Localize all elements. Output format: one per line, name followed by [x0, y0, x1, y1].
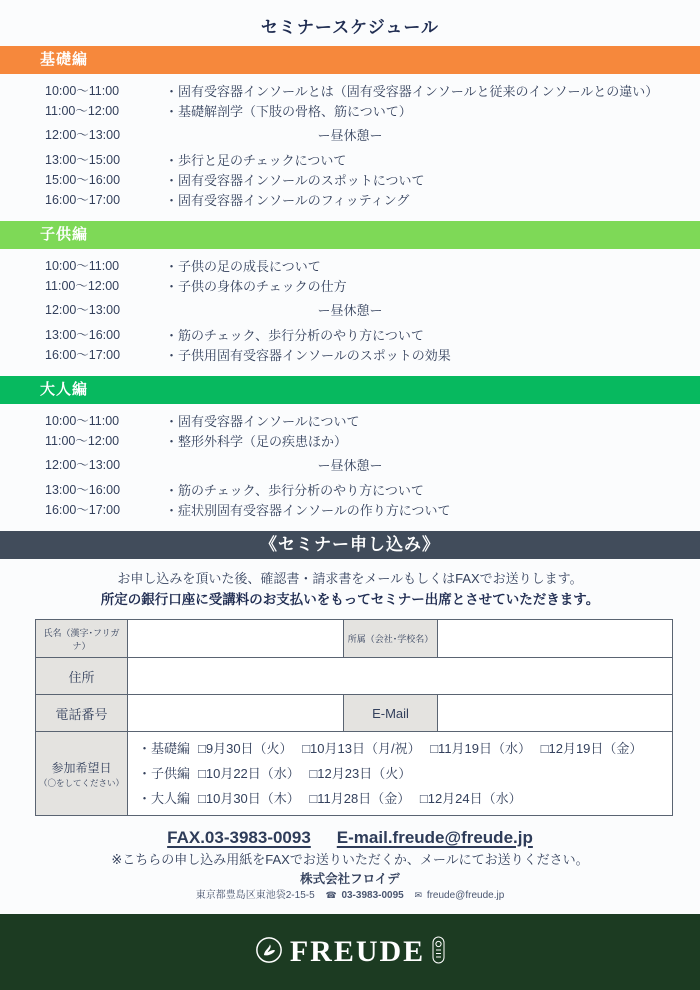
- footer: [0, 914, 700, 990]
- topic-text: ・固有受容器インソールのスポットについて: [165, 173, 425, 188]
- section-header-basic: [0, 46, 700, 74]
- participation-note: （〇をしてください）: [38, 777, 124, 788]
- address-input-cell[interactable]: [128, 658, 673, 695]
- schedule-row: [0, 171, 700, 190]
- schedule-row: [0, 257, 700, 276]
- affiliation-label-cell: [344, 620, 438, 658]
- mail-icon: ✉: [414, 890, 423, 900]
- time-range: 10:00～11:00: [45, 259, 120, 273]
- date-checkbox-option[interactable]: □12月24日（水）: [419, 791, 522, 806]
- time-range: 16:00～17:00: [45, 193, 121, 207]
- freude-logo: [255, 936, 445, 969]
- application-intro-line1: お申し込みを頂いた後、確認書・請求書をメールもしくはFAXでお送りします。: [117, 571, 583, 586]
- freude-logo-seal-icon: [432, 936, 445, 969]
- schedule-row: [0, 102, 700, 121]
- schedule-row: [0, 326, 700, 345]
- participation-category: ・基礎編: [138, 741, 191, 756]
- phone-label: 電話番号: [55, 706, 108, 722]
- date-checkbox-option[interactable]: □9月30日（火）: [198, 741, 293, 756]
- topic-text: ・症状別固有受容器インソールの作り方について: [165, 503, 451, 518]
- application-note: ※こちらの申し込み用紙をFAXでお送りいただくか、メールにてお送りください。: [111, 852, 589, 867]
- topic-text: ・子供の足の成長について: [165, 259, 321, 274]
- freude-logo-mark-icon: [255, 936, 283, 969]
- email-label-cell: [344, 695, 438, 732]
- company-name: 株式会社フロイデ: [300, 872, 400, 886]
- participation-category: ・子供編: [138, 766, 191, 781]
- schedule-row: [0, 501, 700, 520]
- time-range: 12:00～13:00: [45, 128, 121, 142]
- phone-icon: ☎: [325, 890, 337, 900]
- lunch-break-text: ー昼休憩ー: [317, 128, 383, 143]
- address-label-cell: [36, 658, 128, 695]
- date-checkbox-option[interactable]: □12月23日（火）: [309, 766, 412, 781]
- time-range: 15:00～16:00: [45, 173, 121, 187]
- lunch-break-text: ー昼休憩ー: [317, 303, 383, 318]
- participation-label-cell: [36, 732, 128, 816]
- section-header-child-label: 子供編: [40, 226, 89, 243]
- participation-category: ・大人編: [138, 791, 191, 806]
- email-label: E-Mail: [372, 705, 409, 721]
- application-header-label: 《セミナー申し込み》: [260, 535, 440, 554]
- participation-date-options: [198, 786, 528, 811]
- schedule-row-break: [0, 456, 700, 475]
- schedule-row: [0, 412, 700, 431]
- name-label-cell: [36, 620, 128, 658]
- phone-input-cell[interactable]: [128, 695, 344, 732]
- topic-text: ・子供の身体のチェックの仕方: [165, 279, 347, 294]
- time-range: 16:00～17:00: [45, 503, 121, 517]
- section-header-child: [0, 221, 700, 249]
- topic-text: ・固有受容器インソールのフィッティング: [165, 193, 410, 208]
- affiliation-label: 所属（会社･学校名）: [347, 634, 434, 644]
- time-range: 12:00～13:00: [45, 303, 121, 317]
- topic-text: ・筋のチェック、歩行分析のやり方について: [165, 328, 424, 343]
- section-header-basic-label: 基礎編: [40, 51, 89, 68]
- schedule-row-break: [0, 126, 700, 145]
- section-basic-body: [0, 74, 700, 221]
- time-range: 16:00～17:00: [45, 348, 121, 362]
- time-range: 13:00～15:00: [45, 153, 121, 167]
- schedule-row: [0, 481, 700, 500]
- company-tel: 03-3983-0095: [341, 890, 404, 901]
- topic-text: ・子供用固有受容器インソールのスポットの効果: [165, 348, 451, 363]
- participation-date-options: [198, 761, 417, 786]
- lunch-break-text: ー昼休憩ー: [317, 458, 383, 473]
- freude-logo-text: FREUDE: [289, 935, 426, 968]
- email-input-cell[interactable]: [438, 695, 673, 732]
- schedule-row: [0, 151, 700, 170]
- time-range: 13:00～16:00: [45, 483, 121, 497]
- email-link[interactable]: E-mail.freude@freude.jp: [336, 828, 533, 847]
- application-header: [0, 531, 700, 559]
- time-range: 13:00～16:00: [45, 328, 121, 342]
- date-checkbox-option[interactable]: □10月13日（月/祝）: [302, 741, 421, 756]
- application-intro: [0, 559, 700, 619]
- participation-date-options: [198, 736, 648, 761]
- schedule-row: [0, 432, 700, 451]
- company-address: 東京都豊島区東池袋2-15-5: [195, 890, 315, 901]
- date-checkbox-option[interactable]: □10月30日（木）: [198, 791, 300, 806]
- schedule-row-break: [0, 301, 700, 320]
- topic-text: ・筋のチェック、歩行分析のやり方について: [165, 483, 424, 498]
- topic-text: ・固有受容器インソールについて: [165, 414, 360, 429]
- time-range: 10:00～11:00: [45, 414, 120, 428]
- section-header-adult-label: 大人編: [40, 381, 89, 398]
- section-header-adult: [0, 376, 700, 404]
- fax-number: FAX.03-3983-0093: [167, 828, 311, 847]
- topic-text: ・固有受容器インソールとは（固有受容器インソールと従来のインソールとの違い）: [165, 84, 659, 99]
- participation-line-basic: [138, 736, 672, 761]
- schedule-row: [0, 346, 700, 365]
- phone-label-cell: [36, 695, 128, 732]
- address-label: 住所: [68, 669, 95, 685]
- section-adult-body: [0, 404, 700, 531]
- section-child-body: [0, 249, 700, 376]
- date-checkbox-option[interactable]: □11月19日（水）: [430, 741, 532, 756]
- name-label: 氏名（漢字･フリガナ）: [43, 627, 120, 651]
- company-email: freude@freude.jp: [426, 890, 505, 901]
- topic-text: ・歩行と足のチェックについて: [165, 153, 347, 168]
- participation-line-adult: [138, 786, 672, 811]
- time-range: 11:00～12:00: [45, 434, 120, 448]
- participation-dates-cell: [128, 732, 673, 816]
- application-form-table: [35, 619, 673, 816]
- schedule-row: [0, 82, 700, 101]
- affiliation-input-cell[interactable]: [438, 620, 673, 658]
- time-range: 10:00～11:00: [45, 84, 120, 98]
- schedule-row: [0, 191, 700, 210]
- participation-line-child: [138, 761, 672, 786]
- contact-fax-email-line: [0, 826, 700, 850]
- name-input-cell[interactable]: [128, 620, 344, 658]
- date-checkbox-option[interactable]: □10月22日（水）: [198, 766, 300, 781]
- page-title: セミナースケジュール: [260, 18, 440, 37]
- topic-text: ・基礎解剖学（下肢の骨格、筋について）: [165, 104, 412, 119]
- schedule-row: [0, 277, 700, 296]
- time-range: 11:00～12:00: [45, 104, 120, 118]
- company-contact-line: [0, 888, 700, 903]
- time-range: 11:00～12:00: [45, 279, 120, 293]
- date-checkbox-option[interactable]: □12月19日（金）: [540, 741, 643, 756]
- application-intro-line2: 所定の銀行口座に受講料のお支払いをもってセミナー出席とさせていただきます。: [100, 592, 600, 607]
- participation-label: 参加希望日: [51, 760, 112, 775]
- time-range: 12:00～13:00: [45, 458, 121, 472]
- date-checkbox-option[interactable]: □11月28日（金）: [309, 791, 411, 806]
- topic-text: ・整形外科学（足の疾患ほか）: [165, 434, 348, 449]
